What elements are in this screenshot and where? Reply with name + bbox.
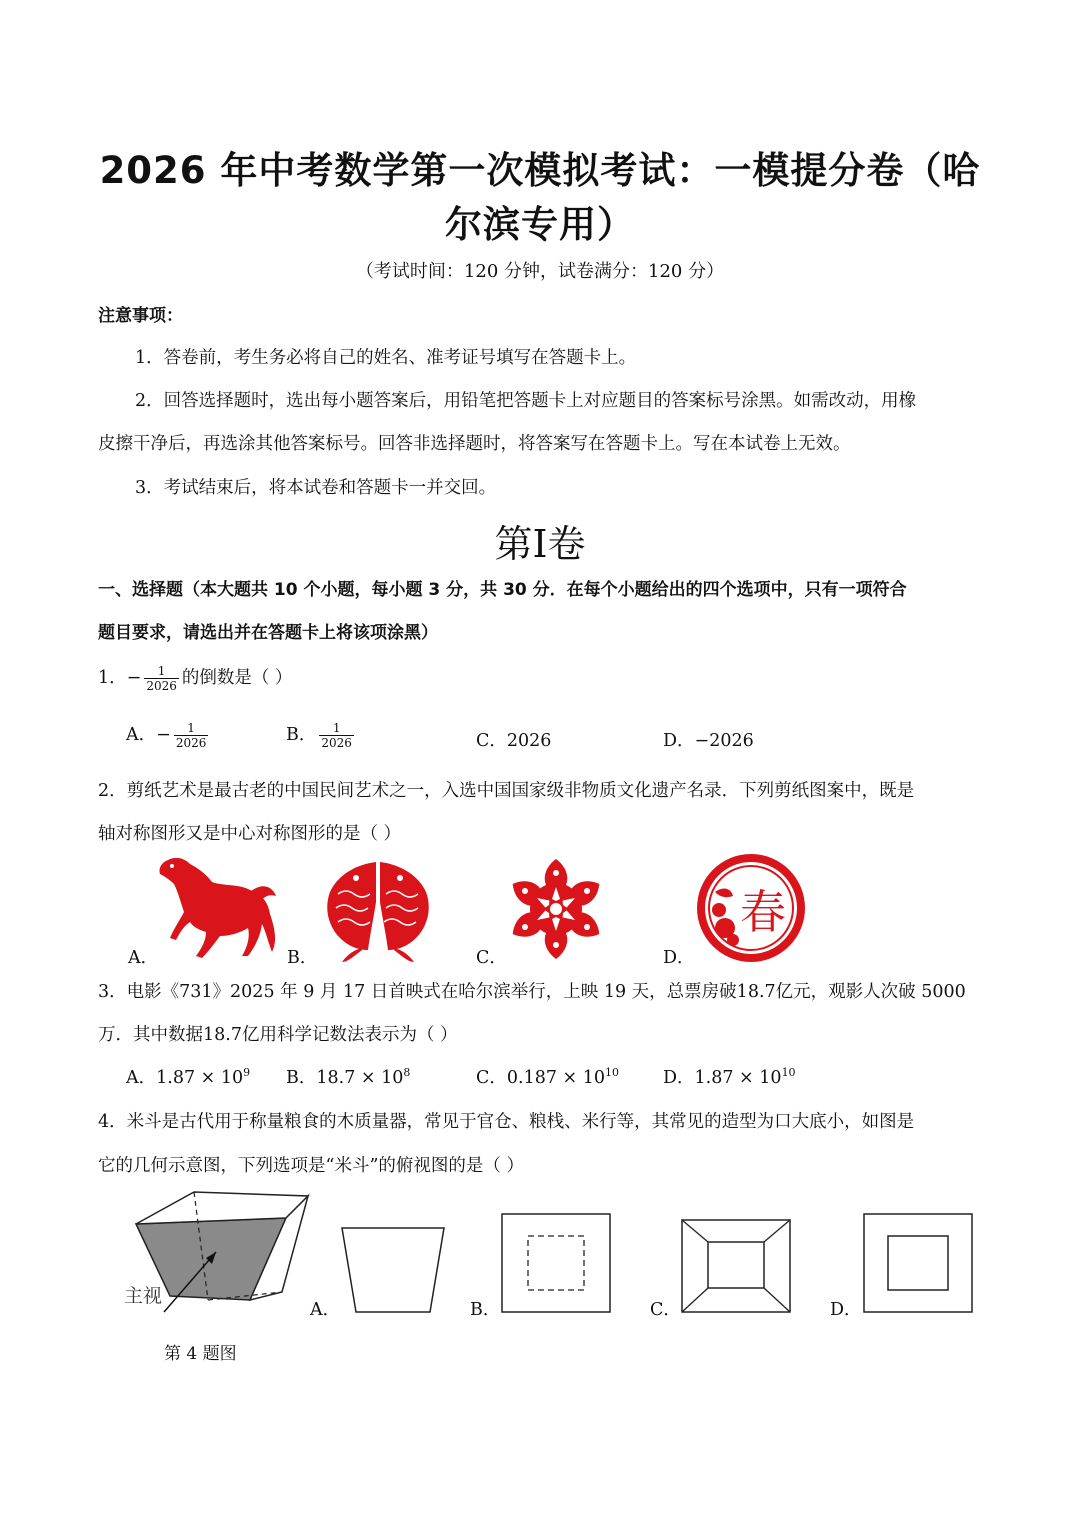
q1-option-c[interactable]: C．2026 <box>476 731 552 751</box>
q1-a-fraction <box>174 721 209 750</box>
q3-a-text: A．1.87 × 10 <box>126 1068 244 1088</box>
q4-option-c[interactable]: C． <box>650 1300 681 1320</box>
q3-c-text: C．0.187 × 10 <box>476 1068 606 1088</box>
q1-b-den: 2026 <box>321 736 352 750</box>
q1-option-d[interactable]: D．−2026 <box>663 731 754 751</box>
notice-heading: 注意事项： <box>98 306 183 326</box>
page-title-line1: 2026 年中考数学第一次模拟考试：一模提分卷（哈 <box>99 149 981 192</box>
q1-number: 1． <box>98 668 127 688</box>
q4-option-a-figure <box>340 1226 446 1314</box>
q4-option-a[interactable]: A． <box>310 1300 341 1320</box>
q4-option-d[interactable]: D． <box>830 1300 862 1320</box>
question-3-line1: 3．电影《731》2025 年 9 月 17 日首映式在哈尔滨举行，上映 19 天，总票房破18.7亿元，观影人次破 5000 <box>98 982 966 1002</box>
q3-d-exp: 10 <box>781 1066 796 1080</box>
part-heading-line1: 一、选择题（本大题共 10 个小题，每小题 3 分，共 30 分．在每个小题给出的四个选项中，只有一项符合 <box>98 580 907 600</box>
q2-option-a[interactable]: A． <box>128 948 159 968</box>
q3-option-a[interactable] <box>126 1064 250 1089</box>
exam-info: （考试时间：120 分钟，试卷满分：120 分） <box>355 261 725 282</box>
q1-a-label: A． <box>126 725 157 745</box>
figure-caption: 第 4 题图 <box>164 1344 237 1364</box>
q3-c-exp: 10 <box>605 1066 620 1080</box>
q1-a-neg: − <box>156 725 171 745</box>
notice-item-2-line2: 皮擦干净后，再选涂其他答案标号。回答非选择题时，将答案写在答题卡上。写在本试卷上无效。 <box>98 434 851 454</box>
q4-option-d-figure <box>862 1212 974 1314</box>
q3-b-text: B．18.7 × 10 <box>286 1068 404 1088</box>
question-2-line1: 2．剪纸艺术是最古老的中国民间艺术之一，入选中国国家级非物质文化遗产名录．下列剪纸图案中，既是 <box>98 781 915 801</box>
q1-stem-tail: 的倒数是（ ） <box>181 668 293 688</box>
q3-d-text: D．1.87 × 10 <box>663 1068 782 1088</box>
question-4-line1: 4．米斗是古代用于称量粮食的木质量器，常见于官仓、粮栈、米行等，其常见的造型为口大底小，如图是 <box>98 1112 915 1132</box>
part-heading-line2: 题目要求，请选出并在答题卡上将该项涂黑） <box>98 623 438 643</box>
flower-papercut-image <box>502 856 610 962</box>
notice-item-2-line1: 2．回答选择题时，选出每小题答案后，用铅笔把答题卡上对应题目的答案标号涂黑。如需改动，用橡 <box>135 391 917 411</box>
q1-fraction <box>144 664 179 693</box>
q1-b-label: B． <box>286 725 317 745</box>
q1-option-b[interactable] <box>286 721 357 750</box>
fish-papercut-image <box>318 854 438 964</box>
q2-option-b[interactable]: B． <box>287 948 318 968</box>
notice-item-3: 3．考试结束后，将本试卷和答题卡一并交回。 <box>135 478 497 498</box>
question-4-line2: 它的几何示意图，下列选项是“米斗”的俯视图的是（ ） <box>98 1156 524 1176</box>
q2-option-d[interactable]: D． <box>663 948 695 968</box>
q3-a-exp: 9 <box>243 1066 251 1080</box>
q1-b-fraction <box>319 721 354 750</box>
q4-option-b[interactable]: B． <box>470 1300 501 1320</box>
horse-papercut-image <box>150 852 280 962</box>
section-title: 第I卷 <box>494 522 586 566</box>
q3-option-c[interactable] <box>476 1064 619 1089</box>
q1-neg: − <box>126 668 142 688</box>
main-view-label: 主视 <box>124 1285 163 1307</box>
question-2-line2: 轴对称图形又是中心对称图形的是（ ） <box>98 824 402 844</box>
q3-option-b[interactable] <box>286 1064 410 1089</box>
q1-den: 2026 <box>146 679 177 693</box>
q1-option-a[interactable] <box>126 721 211 750</box>
q4-option-c-figure <box>680 1218 792 1314</box>
spring-character: 春 <box>740 885 786 939</box>
spring-papercut-image <box>695 852 807 964</box>
q1-b-num: 1 <box>319 721 354 736</box>
question-1-stem <box>98 664 292 693</box>
question-3-line2: 万．其中数据18.7亿用科学记数法表示为（ ） <box>98 1025 458 1045</box>
q3-option-d[interactable] <box>663 1064 796 1089</box>
page-title-line2: 尔滨专用） <box>445 203 635 246</box>
q4-option-b-figure <box>500 1212 612 1314</box>
q3-b-exp: 8 <box>403 1066 411 1080</box>
q2-option-c[interactable]: C． <box>476 948 507 968</box>
q1-a-den: 2026 <box>175 736 207 750</box>
q1-a-num: 1 <box>174 721 209 736</box>
notice-item-1: 1．答卷前，考生务必将自己的姓名、准考证号填写在答题卡上。 <box>135 348 637 368</box>
q1-num: 1 <box>144 664 179 679</box>
